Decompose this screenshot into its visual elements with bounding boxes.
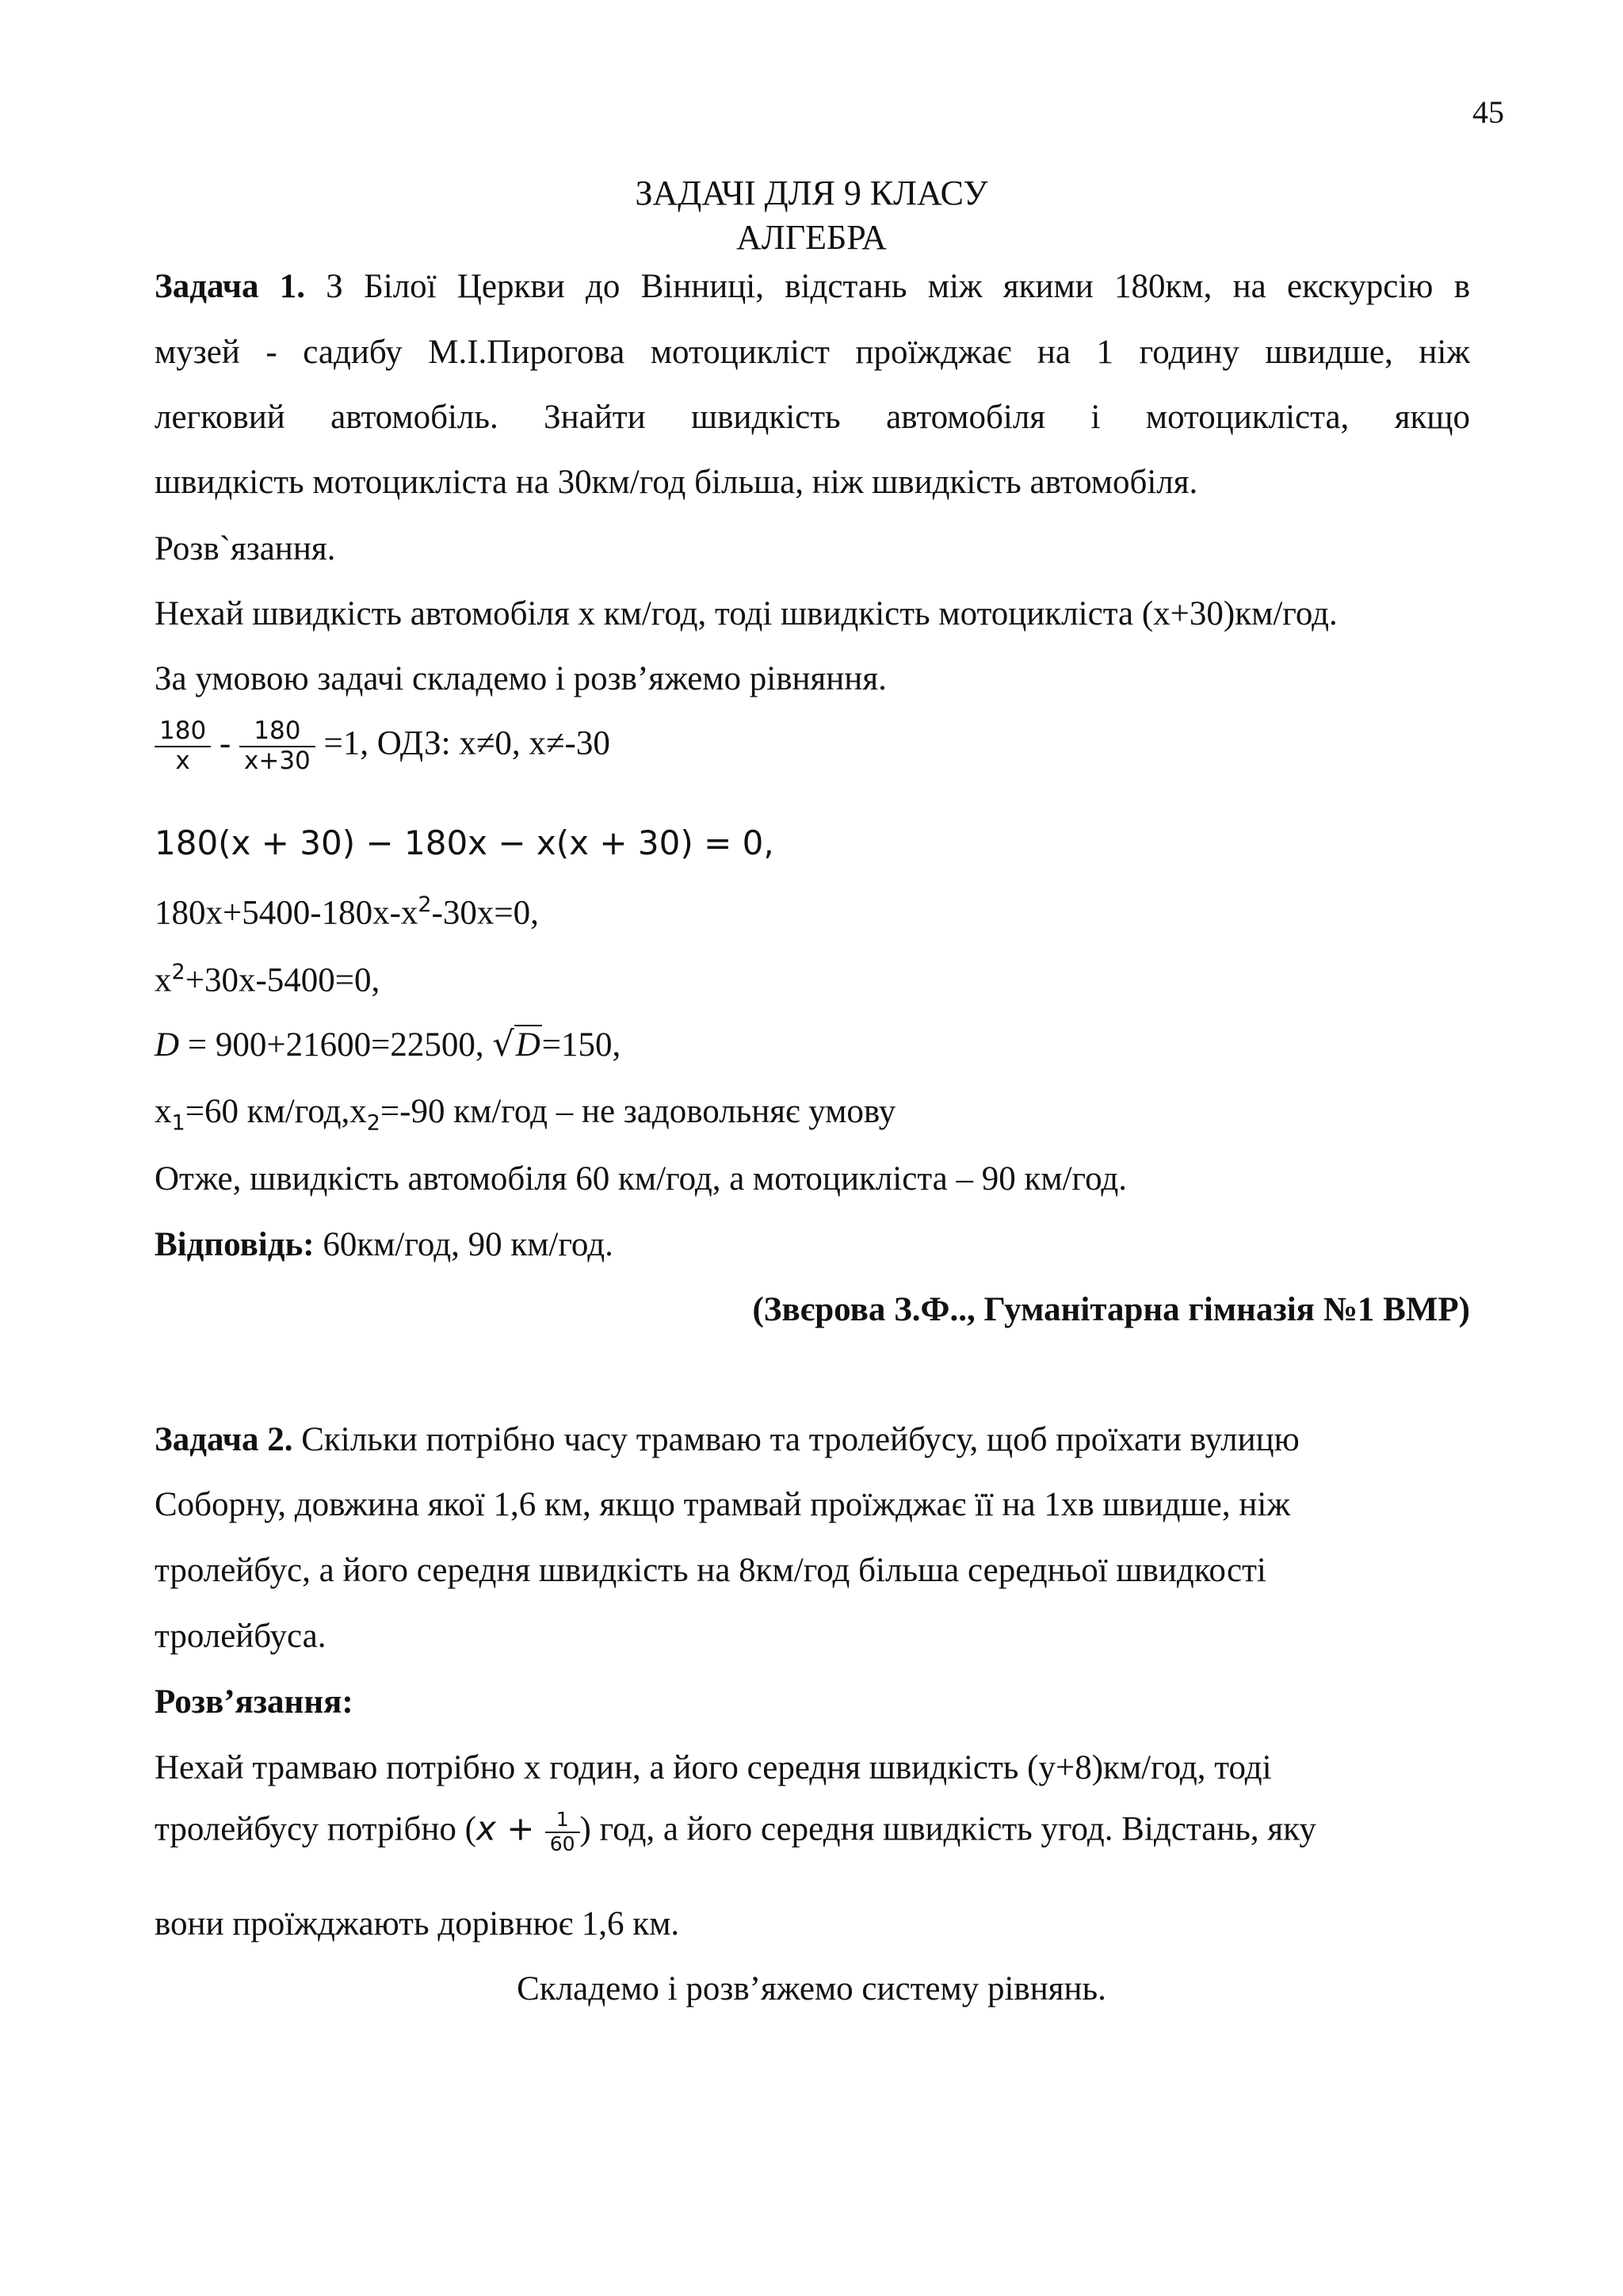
task1-line-1: Задача 1. З Білої Церкви до Вінниці, відстань між якими 180км, на екскурсію в — [155, 268, 1470, 305]
fraction-1-over-60: $\frac{1}{60}$ — [545, 1809, 580, 1856]
task2-line-4: тролейбуса. — [155, 1618, 327, 1655]
sqrt-symbol: √D — [492, 1025, 540, 1064]
task1-discriminant: D = 900+21600=22500, √D=150, — [155, 1025, 621, 1064]
fraction-180-over-x-plus-30: $\frac{180}{x+30}$ — [239, 717, 315, 775]
task2-line-3: тролейбус, а його середня швидкість на 8км/год більша середньої швидкості — [155, 1552, 1266, 1589]
task2-system-line: Складемо і розв’яжемо систему рівнянь. — [517, 1970, 1106, 2008]
section-title: ЗАДАЧІ ДЛЯ 9 КЛАСУ — [635, 174, 988, 212]
fraction-180-over-x: $\frac{180}{x}$ — [155, 717, 211, 775]
task2-line-2: Соборну, довжина якої 1,6 км, якщо трамвай проїжджає її на 1хв швидше, ніж — [155, 1486, 1291, 1523]
task2-solution-label: Розв’язання: — [155, 1683, 353, 1721]
task1-conclusion: Отже, швидкість автомобіля 60 км/год, а мотоцикліста – 90 км/год. — [155, 1160, 1127, 1198]
task1-line-2: музей - садибу М.І.Пирогова мотоцикліст проїжджає на 1 годину швидше, ніж — [155, 334, 1470, 371]
task1-equation-3: $180x+5400-180x-x^2-30x=0$, — [155, 892, 539, 932]
task1-roots: $x_1=60$ $км/год,x_2=-90$ км/год – не задовольняє умову — [155, 1093, 896, 1136]
task2-let-line: Нехай трамваю потрібно x годин, а його середня швидкість (y+8)км/год, тоді — [155, 1749, 1272, 1786]
task1-line-4: швидкість мотоцикліста на 30км/год більша, ніж швидкість автомобіля. — [155, 464, 1198, 501]
task1-compose-line: За умовою задачі складемо і розв’яжемо рівняння. — [155, 660, 887, 697]
answer-label: Відповідь: — [155, 1226, 315, 1263]
task1-author: (Звєрова З.Ф.., Гуманітарна гімназія №1 ВМР) — [752, 1291, 1470, 1328]
task2-distance-line: вони проїжджають дорівнює 1,6 км. — [155, 1905, 680, 1943]
task2-trolleybus-line: тролейбусу потрібно (x + $\frac{1}{60}$ ) год, а його середня швидкість yгод. Відстань, яку — [155, 1808, 1316, 1855]
task1-let-line: Нехай швидкість автомобіля x км/год, тоді швидкість мотоцикліста (x+30)км/год. — [155, 595, 1338, 632]
page-number: 45 — [1472, 94, 1504, 130]
task1-equation-1: $\frac{180}{x}$ - $\frac{180}{x+30}$ =1, ОДЗ: x≠0, x≠-30 — [155, 717, 1470, 775]
section-subtitle: АЛГЕБРА — [736, 218, 887, 257]
task1-equation-4: $x^2+30x-5400=0$, — [155, 960, 380, 999]
task2-label: Задача 2. — [155, 1421, 293, 1458]
task1-solution-label: Розв`язання. — [155, 530, 336, 567]
task2-line-1: Задача 2. Скільки потрібно часу трамваю та тролейбусу, щоб проїхати вулицю — [155, 1421, 1300, 1458]
task1-line-3: легковий автомобіль. Знайти швидкість автомобіля і мотоцикліста, якщо — [155, 399, 1470, 436]
task1-equation-2: 180(x + 30) − 180x − x(x + 30) = 0, — [155, 823, 774, 862]
task1-answer: Відповідь: 60км/год, 90 км/год. — [155, 1226, 613, 1263]
task1-label: Задача 1. — [155, 268, 305, 305]
